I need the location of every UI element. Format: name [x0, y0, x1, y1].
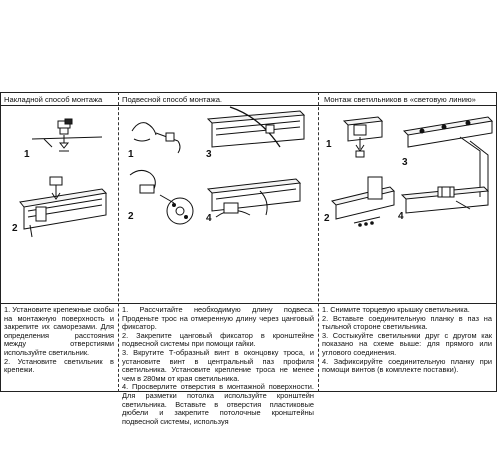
column-divider-2 — [318, 92, 319, 392]
light-line-step-4-text: 4. Зафиксируйте соединительную планку при помощи винтов (в комплекте поставки). — [322, 356, 492, 375]
table-top-border — [0, 92, 496, 93]
suspended-fig-1-number: 1 — [128, 149, 134, 160]
light-line-fig-4-number: 4 — [398, 211, 404, 222]
suspended-mount-instructions — [122, 305, 314, 426]
instruction-sheet — [0, 92, 500, 426]
suspended-mount-figures — [120, 107, 316, 301]
light-line-fig-1-number: 1 — [326, 139, 332, 150]
header-surface-mount: Накладной способ монтажа — [4, 95, 103, 104]
suspended-step-1-text: 1. Рассчитайте необходимую длину подвеса. Проденьте трос на отмеренную длину через цанговый фиксатор. — [122, 305, 314, 332]
suspended-step-3-text: 3. Вкрутите Т-образный винт в оконцовку троса, и установите винт в центральный паз профиля светильника. Установите крепление троса не менее чем в 280мм от края светильника. — [122, 347, 314, 383]
figure-text-divider — [0, 303, 496, 304]
step4-ceiling-bracket-drawing — [208, 179, 300, 217]
suspended-step-4-text: 4. Просверлите отверстия в монтажной поверхности. Для разметки потолка используйте кронштейн светильника. Вставьте в отверстия пластиковые дюбели и закрепите потолочные кронштейны подвесной системы, используя — [122, 382, 314, 426]
step1-end-cap-drawing — [344, 117, 382, 157]
suspended-step-2-text: 2. Закрепите цанговый фиксатор в кронштейне подвесной системы при помощи гайки. — [122, 330, 314, 349]
light-line-step-2-text: 2. Вставьте соединительную планку в паз на тыльной стороне светильника. — [322, 313, 492, 332]
table-left-border — [0, 92, 1, 392]
light-line-instructions — [322, 306, 492, 375]
step4-screw-fix-drawing — [402, 187, 488, 213]
suspended-fig-3-number: 3 — [206, 149, 212, 160]
surface-fig-2-number: 2 — [12, 223, 18, 234]
header-suspended-mount: Подвесной способ монтажа. — [122, 95, 223, 104]
step2-bracket-nut-drawing — [130, 170, 193, 224]
surface-fig-1-number: 1 — [24, 149, 30, 160]
light-line-figures — [320, 107, 496, 301]
step2-connector-plate-drawing — [332, 177, 394, 226]
surface-step-1-text: 1. Установите крепежные скобы на монтажную поверхность и закрепите их саморезами. Для определения расстояния между отверстиями используйте светильник. — [4, 305, 114, 357]
light-line-step-3-text: 3. Состыкуйте светильники друг с другом как показано на схеме выше: для прямого или углового соединения. — [322, 330, 492, 357]
light-line-fig-2-number: 2 — [324, 213, 330, 224]
header-light-line-mount: Монтаж светильников в «световую линию» — [324, 95, 476, 104]
step2-fixture-drawing — [20, 177, 106, 237]
header-divider — [0, 105, 496, 106]
step1-cable-collet-drawing — [132, 123, 180, 153]
surface-mount-figures — [2, 107, 116, 301]
step1-bracket-drawing — [32, 119, 102, 151]
column-divider-1 — [118, 92, 119, 392]
step3-profile-drawing — [208, 107, 304, 147]
surface-step-2-text: 2. Установите светильник в крепежи. — [4, 356, 114, 375]
instruction-table — [0, 92, 500, 426]
table-right-border — [496, 92, 497, 392]
light-line-fig-3-number: 3 — [402, 157, 408, 168]
surface-mount-instructions — [4, 306, 114, 375]
suspended-fig-2-number: 2 — [128, 211, 134, 222]
light-line-step-1-text: 1. Снимите торцевую крышку светильника. — [322, 305, 470, 314]
suspended-fig-4-number: 4 — [206, 213, 212, 224]
